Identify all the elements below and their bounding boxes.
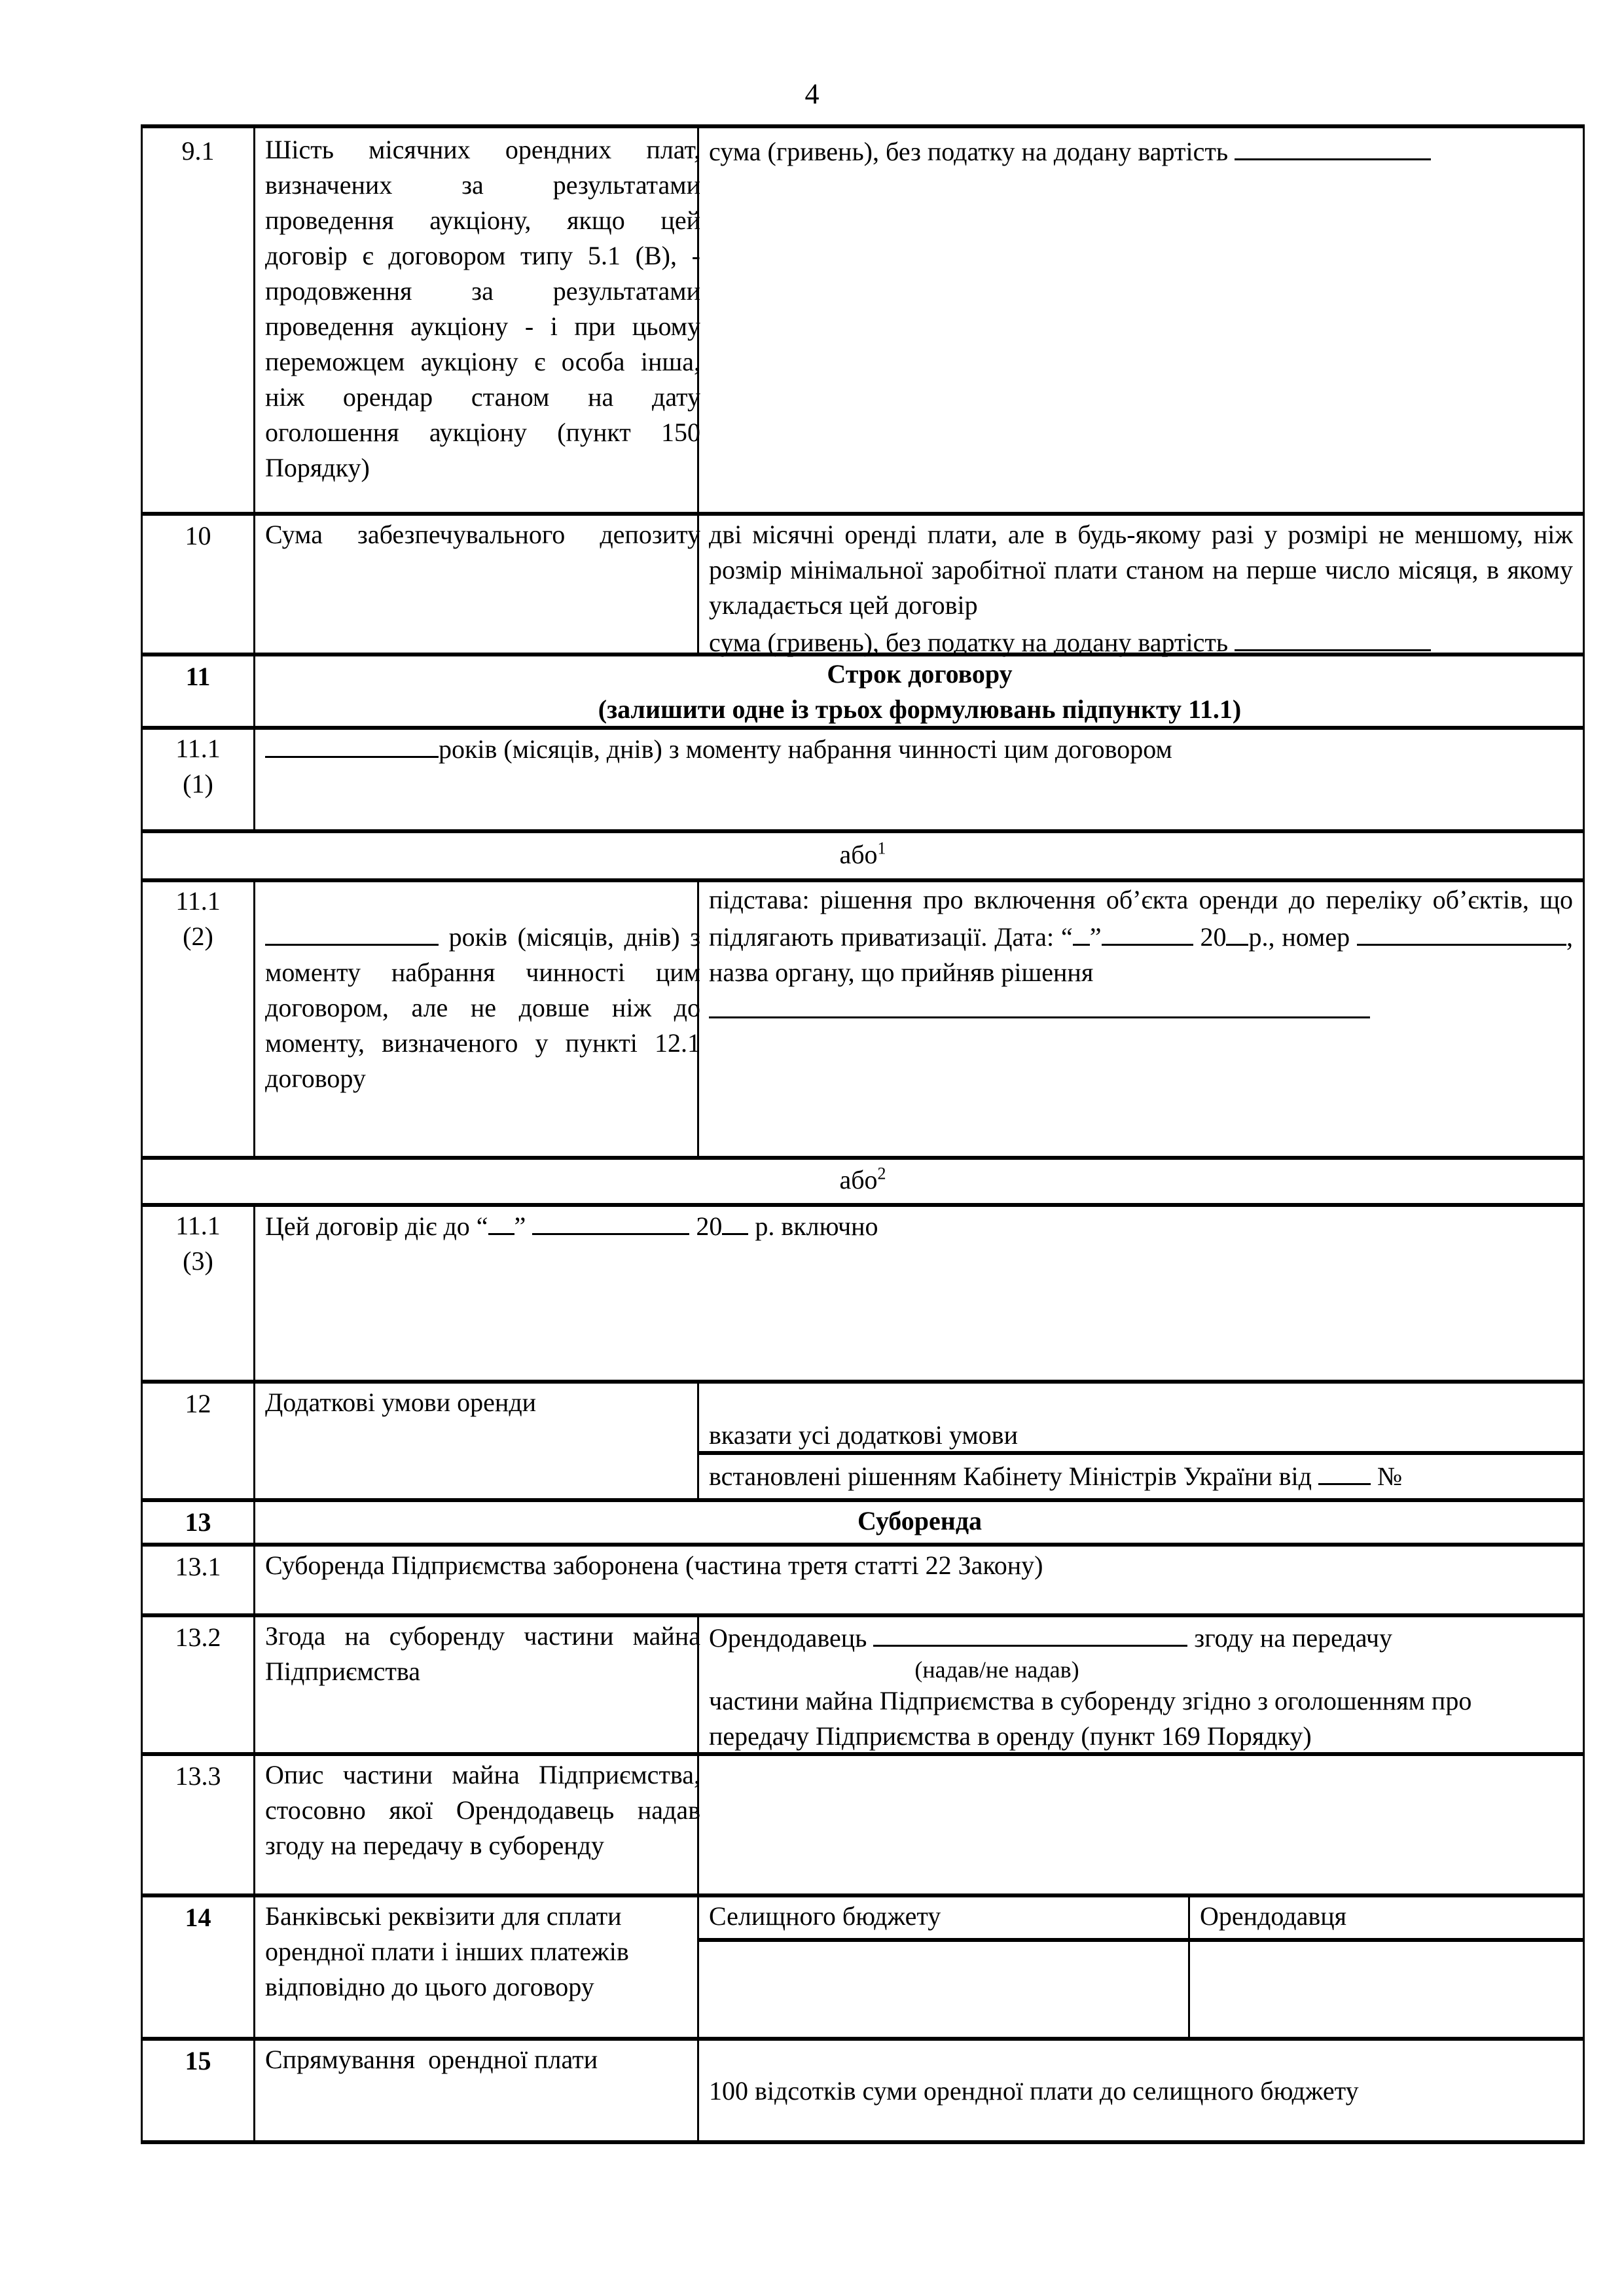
value-text: Орендодавець	[709, 1623, 874, 1653]
or-text: або	[839, 1165, 878, 1194]
value-text: р., номер	[1248, 922, 1358, 952]
or-text: або	[839, 840, 878, 869]
table-row-13-3	[141, 1752, 1585, 1893]
row-number: 12	[185, 1389, 211, 1418]
value-text: , назва органу, що прийняв рішення	[709, 922, 1574, 987]
table-row-11-1-1	[141, 726, 1585, 829]
budget-column-header: Селищного бюджету	[709, 1901, 941, 1931]
row-number: 13.2	[175, 1623, 221, 1652]
table-row-11-1-2	[141, 878, 1585, 1156]
page-number: 4	[804, 78, 820, 110]
row-value: Суборенда Підприємства заборонена (частина третя статті 22 Закону)	[265, 1551, 1043, 1580]
table-row-15	[141, 2037, 1585, 2144]
value-text: Цей договір діє до “	[265, 1211, 488, 1241]
lessor-bank-details-value[interactable]	[1200, 1945, 1573, 2036]
table-row-14	[141, 1893, 1585, 2037]
amount-blank-field[interactable]	[1235, 132, 1431, 160]
year-blank-field[interactable]	[1226, 918, 1248, 946]
value-text: згоду на передачу	[1187, 1623, 1392, 1653]
row-label: Шість місячних орендних плат, визначених за результатами проведення аукціону, якщо цей договір є договором типу 5.1 (В), - продовження за результатами проведення аукціону - і при цьому переможцем аукціону є особа інша, ніж орендар станом на дату оголошення аукціону (пункт 150 Порядку)	[265, 135, 700, 482]
value-text: частини майна Підприємства в суборенду згідно з оголошенням про передачу Підприємства в оренду (пункт 169 Порядку)	[709, 1686, 1472, 1751]
authority-name-blank-field[interactable]	[709, 990, 1370, 1018]
lessor-column-header: Орендодавця	[1200, 1901, 1347, 1931]
row-value	[265, 730, 1574, 767]
table-row-13-1	[141, 1543, 1585, 1613]
label-text: років (місяців, днів) з моменту набрання чинності цим договором, але не довше ніж до моменту, визначеного у пункті 12.1 договору	[265, 922, 700, 1093]
row-number-main: 11.1	[175, 886, 221, 916]
value-text: років (місяців, днів) з моменту набрання чинності цим договором	[439, 734, 1172, 764]
table-row-13-2	[141, 1613, 1585, 1752]
value-text: 20	[1193, 922, 1227, 952]
value-text: підстава: рішення про включення об’єкта оренди до переліку об’єктів, що підлягають приватизації. Дата: “	[709, 885, 1573, 952]
row-value: 100 відсотків суми орендної плати до селищного бюджету	[709, 2076, 1359, 2106]
row-number-main: 11.1	[175, 1211, 221, 1240]
cabinet-decision-value	[709, 1457, 1573, 1494]
row-number: 10	[185, 521, 211, 550]
row-value	[265, 1207, 1574, 1244]
row-number-main: 11.1	[175, 734, 221, 763]
value-text: ”	[514, 1211, 533, 1241]
table-row-or-2	[141, 1156, 1585, 1203]
section-title	[265, 656, 1574, 727]
row-value	[709, 517, 1573, 660]
row-label: Додаткові умови оренди	[265, 1388, 537, 1417]
consent-blank-field[interactable]	[873, 1619, 1187, 1647]
or-separator	[141, 1162, 1585, 1198]
row-label: Банківські реквізити для сплати орендної плати і інших платежів відповідно до цього договору	[265, 1901, 629, 2001]
month-blank-field[interactable]	[1102, 918, 1193, 946]
row-label: Спрямування орендної плати	[265, 2045, 598, 2074]
row-number	[141, 1207, 255, 1279]
table-row-13-section	[141, 1498, 1585, 1543]
section-title-text: Строк договору	[827, 659, 1013, 689]
amount-blank-field[interactable]	[1235, 623, 1431, 651]
section-title: Суборенда	[857, 1506, 983, 1535]
year-blank-field[interactable]	[722, 1207, 748, 1235]
section-subtitle-text: (залишити одне із трьох формулювань підпункту 11.1)	[598, 694, 1242, 724]
value-text: встановлені рішенням Кабінету Міністрів України від	[709, 1462, 1318, 1491]
row-number: 13.3	[175, 1761, 221, 1791]
row-label	[265, 918, 700, 1096]
row-value	[709, 1619, 1573, 1754]
table-row-12	[141, 1380, 1585, 1498]
row-number-sub: (3)	[183, 1246, 213, 1276]
row-value	[709, 132, 1573, 170]
budget-bank-details-value[interactable]	[709, 1945, 1180, 2036]
row-value	[709, 882, 1573, 1028]
row-number: 15	[185, 2046, 211, 2075]
footnote-mark: 2	[877, 1164, 886, 1183]
term-blank-field[interactable]	[265, 730, 439, 758]
value-text: р. включно	[748, 1211, 878, 1241]
footnote-mark: 1	[877, 838, 886, 858]
day-blank-field[interactable]	[1073, 918, 1090, 946]
or-separator	[141, 837, 1585, 872]
value-text: дві місячні оренді плати, але в будь-якому разі у розмірі не меншому, ніж розмір мінімальної заробітної плати станом на перше число місяця, в якому укладається цей договір	[709, 520, 1573, 620]
row-number	[141, 882, 255, 954]
row-number-sub: (1)	[183, 769, 213, 798]
value-text: ”	[1089, 922, 1102, 952]
value-text: сума (гривень), без податку на додану вартість	[709, 628, 1229, 657]
row-number: 14	[185, 1903, 211, 1932]
row-label: Згода на суборенду частини майна Підприємства	[265, 1621, 700, 1686]
value-text: 20	[689, 1211, 723, 1241]
table-row-11-1-3	[141, 1203, 1585, 1380]
value-text: №	[1371, 1462, 1403, 1491]
row-number-sub: (2)	[183, 922, 213, 951]
decision-date-blank-field[interactable]	[1318, 1457, 1371, 1485]
value-text: сума (гривень), без податку на додану вартість	[709, 137, 1229, 166]
term-blank-field[interactable]	[265, 918, 439, 946]
table-row-10	[141, 512, 1585, 657]
row-number: 13.1	[175, 1552, 221, 1581]
row-number: 9.1	[181, 136, 215, 166]
table-row-11-section	[141, 653, 1585, 726]
month-blank-field[interactable]	[532, 1207, 689, 1235]
row-label: Сума забезпечувального депозиту	[265, 520, 700, 549]
row-number: 11	[185, 662, 211, 691]
row-number: 13	[185, 1507, 211, 1537]
table-row-or-1	[141, 829, 1585, 878]
table-row-9-1	[141, 124, 1585, 512]
additional-terms-value: вказати усі додаткові умови	[709, 1420, 1018, 1450]
row-number	[141, 730, 255, 802]
consent-hint: (надав/не надав)	[914, 1657, 1079, 1683]
decision-number-blank-field[interactable]	[1357, 918, 1566, 946]
row-label: Опис частини майна Підприємства, стосовно якої Орендодавець надав згоду на передачу в суборенду	[265, 1760, 700, 1860]
day-blank-field[interactable]	[488, 1207, 514, 1235]
